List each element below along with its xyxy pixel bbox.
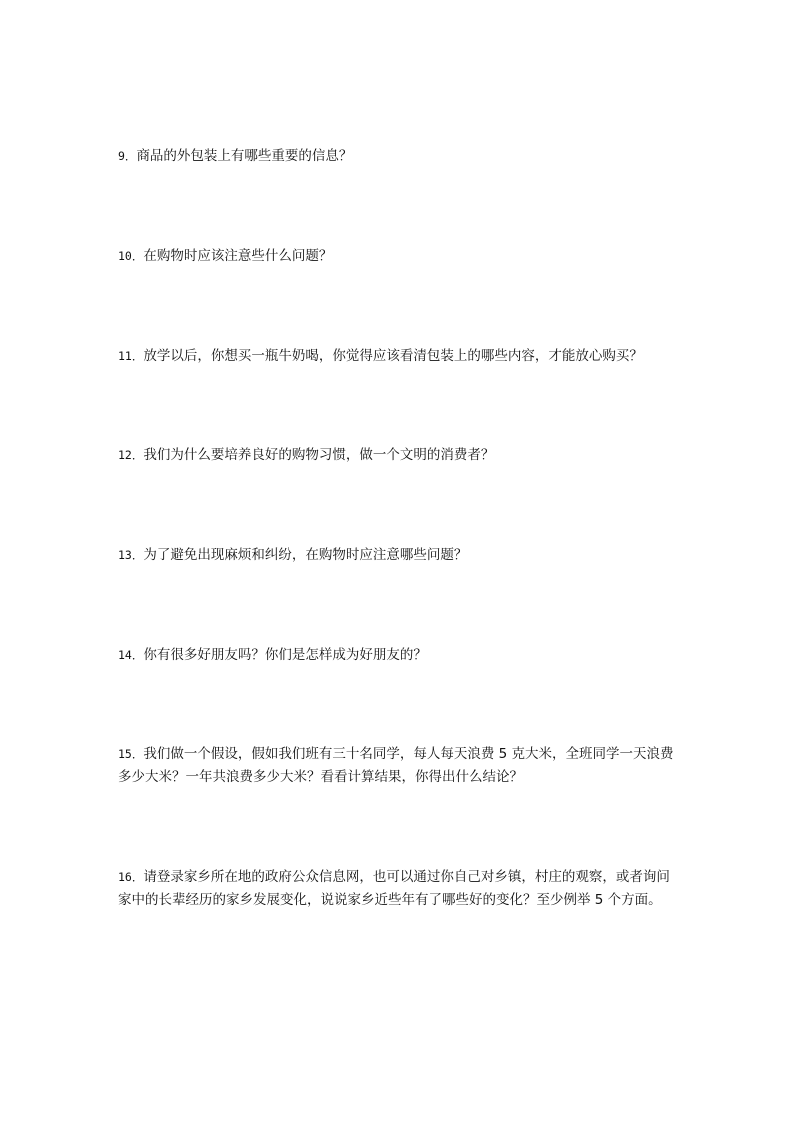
question-text: 为了避免出现麻烦和纠纷，在购物时应注意哪些问题？ [143,547,468,563]
question-11 [118,345,678,368]
question-9 [118,145,678,168]
question-13 [118,544,678,567]
question-text: 在购物时应该注意些什么问题？ [143,248,333,264]
question-text: 你有很多好朋友吗？你们是怎样成为好朋友的？ [143,647,427,663]
question-text: 我们为什么要培养良好的购物习惯，做一个文明的消费者？ [143,447,495,463]
question-16 [118,866,678,912]
question-number: 13． [118,548,144,562]
question-number: 15． [118,747,144,761]
question-12 [118,444,678,467]
question-number: 9． [118,149,137,163]
question-text: 放学以后，你想买一瓶牛奶喝，你觉得应该看清包装上的哪些内容，才能放心购买？ [143,348,643,364]
question-number: 12． [118,448,144,462]
question-number: 14． [118,648,144,662]
question-text: 请登录家乡所在地的政府公众信息网，也可以通过你自己对乡镇，村庄的观察，或者询问家中的长辈经历的家乡发展变化，说说家乡近些年有了哪些好的变化？至少例举 5 个方面。 [118,869,670,908]
question-14 [118,644,678,667]
question-number: 11． [118,349,144,363]
question-15 [118,743,678,789]
question-text: 商品的外包装上有哪些重要的信息？ [136,148,353,164]
question-10 [118,245,678,268]
question-text: 我们做一个假设，假如我们班有三十名同学，每人每天浪费 5 克大米，全班同学一天浪费多少大米？一年共浪费多少大米？看看计算结果，你得出什么结论？ [118,746,674,785]
question-number: 16． [118,870,144,884]
question-number: 10． [118,249,144,263]
